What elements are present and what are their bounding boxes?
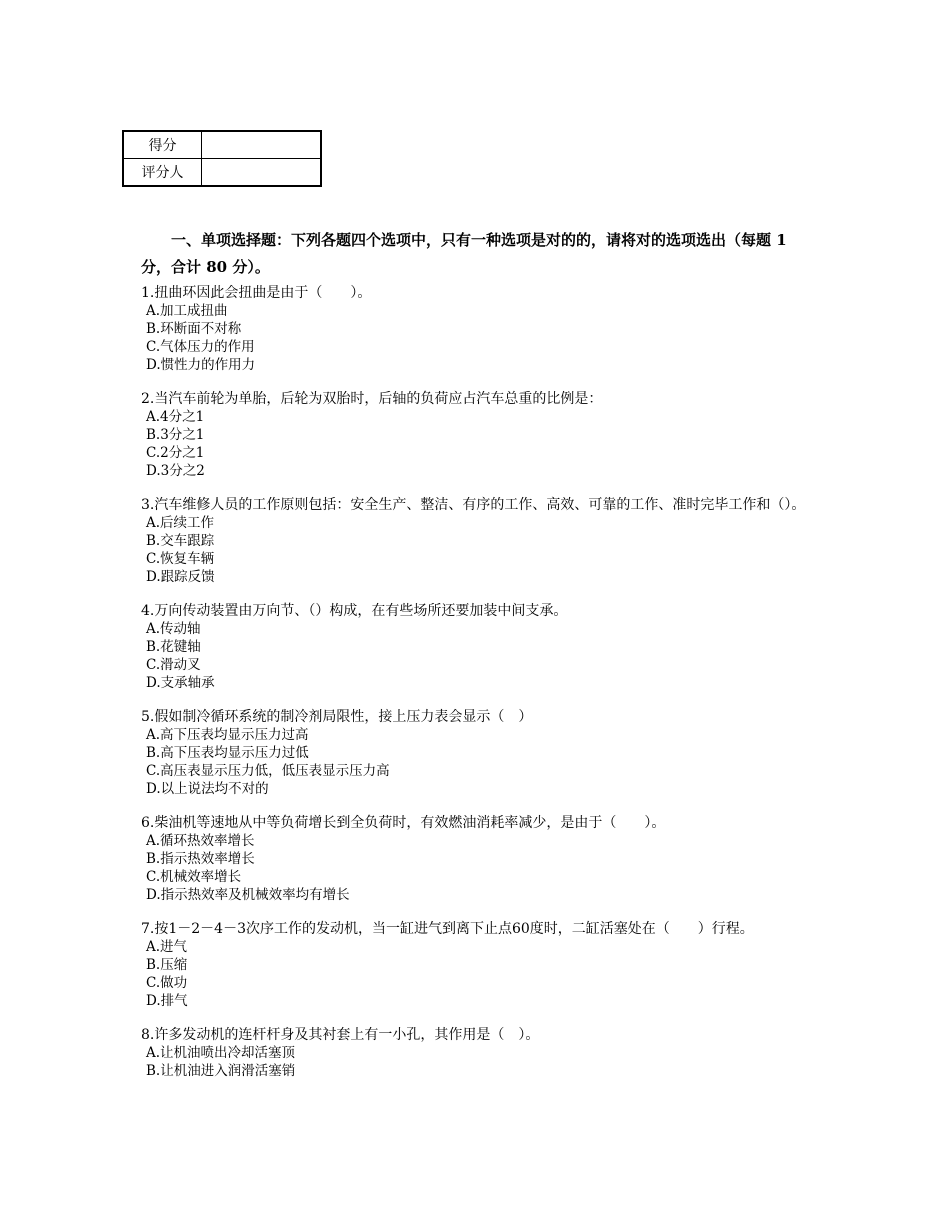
option-item: D.以上说法均不对的 [146, 781, 269, 797]
option-item: C.滑动叉 [146, 657, 201, 673]
option-item: A.让机油喷出冷却活塞顶 [146, 1045, 296, 1061]
option-item: C.机械效率增长 [146, 869, 242, 885]
grader-label: 评分人 [123, 159, 202, 187]
question-stem: 2.当汽车前轮为单胎，后轮为双胎时，后轴的负荷应占汽车总重的比例是： [141, 391, 603, 407]
option-list [141, 408, 813, 480]
question-item [141, 602, 813, 692]
score-table [122, 130, 322, 187]
option-list [141, 832, 813, 904]
question-stem: 3.汽车维修人员的工作原则包括：安全生产、整洁、有序的工作、高效、可靠的工作、准时完毕工作和（）。 [141, 497, 806, 513]
grader-value-cell [202, 159, 322, 187]
option-list [141, 514, 813, 586]
question-item [141, 1026, 813, 1080]
option-item: D.跟踪反馈 [146, 569, 215, 585]
option-item: D.惯性力的作用力 [146, 357, 256, 373]
question-stem: 7.按1－2－4－3次序工作的发动机，当一缸进气到离下止点60度时，二缸活塞处在（ ）行程。 [141, 921, 754, 937]
option-list [141, 1044, 813, 1080]
option-item: B.高下压表均显示压力过低 [146, 745, 309, 761]
option-item: C.2分之1 [146, 445, 205, 461]
question-stem: 6.柴油机等速地从中等负荷增长到全负荷时，有效燃油消耗率减少，是由于（ ）。 [141, 815, 666, 831]
option-item: D.3分之2 [146, 463, 205, 479]
option-item: C.做功 [146, 975, 188, 991]
score-label: 得分 [123, 131, 202, 159]
option-item: A.后续工作 [146, 515, 215, 531]
question-stem: 8.许多发动机的连杆杆身及其衬套上有一小孔，其作用是（ ）。 [141, 1027, 540, 1043]
option-item: D.指示热效率及机械效率均有增长 [146, 887, 350, 903]
grader-row [123, 159, 321, 187]
question-item [141, 390, 813, 480]
question-stem: 5.假如制冷循环系统的制冷剂局限性，接上压力表会显示（ ） [141, 709, 533, 725]
option-item: A.高下压表均显示压力过高 [146, 727, 309, 743]
option-item: D.排气 [146, 993, 188, 1009]
question-list [141, 284, 813, 1096]
option-item: B.交车跟踪 [146, 533, 215, 549]
option-item: B.压缩 [146, 957, 188, 973]
option-item: A.循环热效率增长 [146, 833, 255, 849]
option-list [141, 726, 813, 798]
question-stem: 1.扭曲环因此会扭曲是由于（ ）。 [141, 285, 372, 301]
option-item: A.加工成扭曲 [146, 303, 228, 319]
option-item: B.让机油进入润滑活塞销 [146, 1063, 296, 1079]
section-title: 一、单项选择题：下列各题四个选项中，只有一种选项是对的的，请将对的选项选出（每题 1 分，合计 80 分）。 [141, 231, 787, 276]
option-item: A.传动轴 [146, 621, 201, 637]
option-item: B.3分之1 [146, 427, 205, 443]
option-item: C.气体压力的作用 [146, 339, 255, 355]
question-item [141, 920, 813, 1010]
score-value-cell [202, 131, 322, 159]
question-item [141, 496, 813, 586]
option-item: A.进气 [146, 939, 188, 955]
question-item [141, 814, 813, 904]
option-item: B.花键轴 [146, 639, 201, 655]
option-item: B.指示热效率增长 [146, 851, 255, 867]
score-row [123, 131, 321, 159]
option-item: D.支承轴承 [146, 675, 215, 691]
option-list [141, 938, 813, 1010]
option-list [141, 302, 813, 374]
question-item [141, 708, 813, 798]
option-item: C.高压表显示压力低，低压表显示压力高 [146, 763, 390, 779]
option-list [141, 620, 813, 692]
option-item: A.4分之1 [146, 409, 205, 425]
option-item: B.环断面不对称 [146, 321, 242, 337]
option-item: C.恢复车辆 [146, 551, 215, 567]
question-stem: 4.万向传动装置由万向节、（）构成，在有些场所还要加装中间支承。 [141, 603, 568, 619]
question-item [141, 284, 813, 374]
